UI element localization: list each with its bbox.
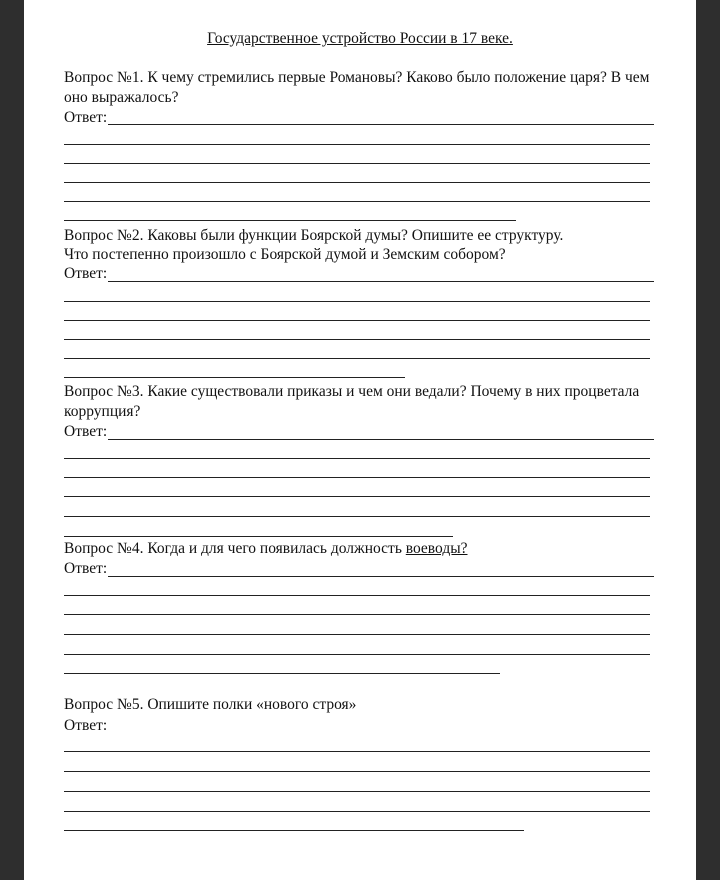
answer-5-line: [64, 791, 650, 792]
answer-2-line-short: [64, 377, 405, 378]
answer-2-label: Ответ:: [64, 265, 108, 282]
answer-3-inline-line: [108, 439, 654, 440]
answer-3-label: Ответ:: [64, 423, 108, 440]
question-5-text: Вопрос №5. Опишите полки «нового строя»: [64, 696, 357, 713]
answer-2-line: [64, 320, 650, 321]
answer-5-line: [64, 751, 650, 752]
answer-4-label: Ответ:: [64, 560, 108, 577]
question-1-text: Вопрос №1. К чему стремились первые Романовы? Каково было положение царя? В чем оно выражалось?: [64, 69, 650, 106]
question-2-line-2: Что постепенно произошло с Боярской думой и Земским собором?: [64, 246, 506, 263]
answer-1-line-short: [64, 220, 516, 221]
answer-2-line: [64, 339, 650, 340]
answer-3-line-short: [64, 536, 453, 537]
answer-3-line: [64, 516, 650, 517]
question-4-prefix: Вопрос №4. Когда и для чего появилась должность: [64, 540, 406, 557]
question-2-line-1: Вопрос №2. Каковы были функции Боярской думы? Опишите ее структуру.: [64, 227, 564, 244]
answer-1-line: [64, 144, 650, 145]
answer-2-line: [64, 301, 650, 302]
answer-4-line: [64, 634, 650, 635]
answer-2-line: [64, 358, 650, 359]
answer-5-label: Ответ:: [64, 717, 108, 734]
question-3-text: Вопрос №3. Какие существовали приказы и чем они ведали? Почему в них процветала коррупция?: [64, 383, 640, 420]
answer-4-line: [64, 595, 650, 596]
answer-4-line: [64, 654, 650, 655]
answer-3-line: [64, 477, 650, 478]
document-title: Государственное устройство России в 17 веке.: [207, 30, 513, 47]
answer-5-line: [64, 771, 650, 772]
answer-1-line: [64, 201, 650, 202]
answer-4-line: [64, 614, 650, 615]
answer-1-label: Ответ:: [64, 109, 108, 126]
answer-1-line: [64, 163, 650, 164]
answer-3-line: [64, 496, 650, 497]
answer-1-inline-line: [108, 124, 654, 125]
answer-4-inline-line: [108, 576, 654, 577]
question-4-text: [64, 539, 664, 559]
answer-3-line: [64, 458, 650, 459]
worksheet-page: [24, 0, 696, 880]
question-4-underlined-word: воеводы?: [405, 540, 468, 557]
answer-5-line-short: [64, 830, 524, 831]
answer-5-line: [64, 811, 650, 812]
answer-1-line: [64, 182, 650, 183]
answer-4-line-short: [64, 673, 500, 674]
answer-2-inline-line: [108, 281, 654, 282]
